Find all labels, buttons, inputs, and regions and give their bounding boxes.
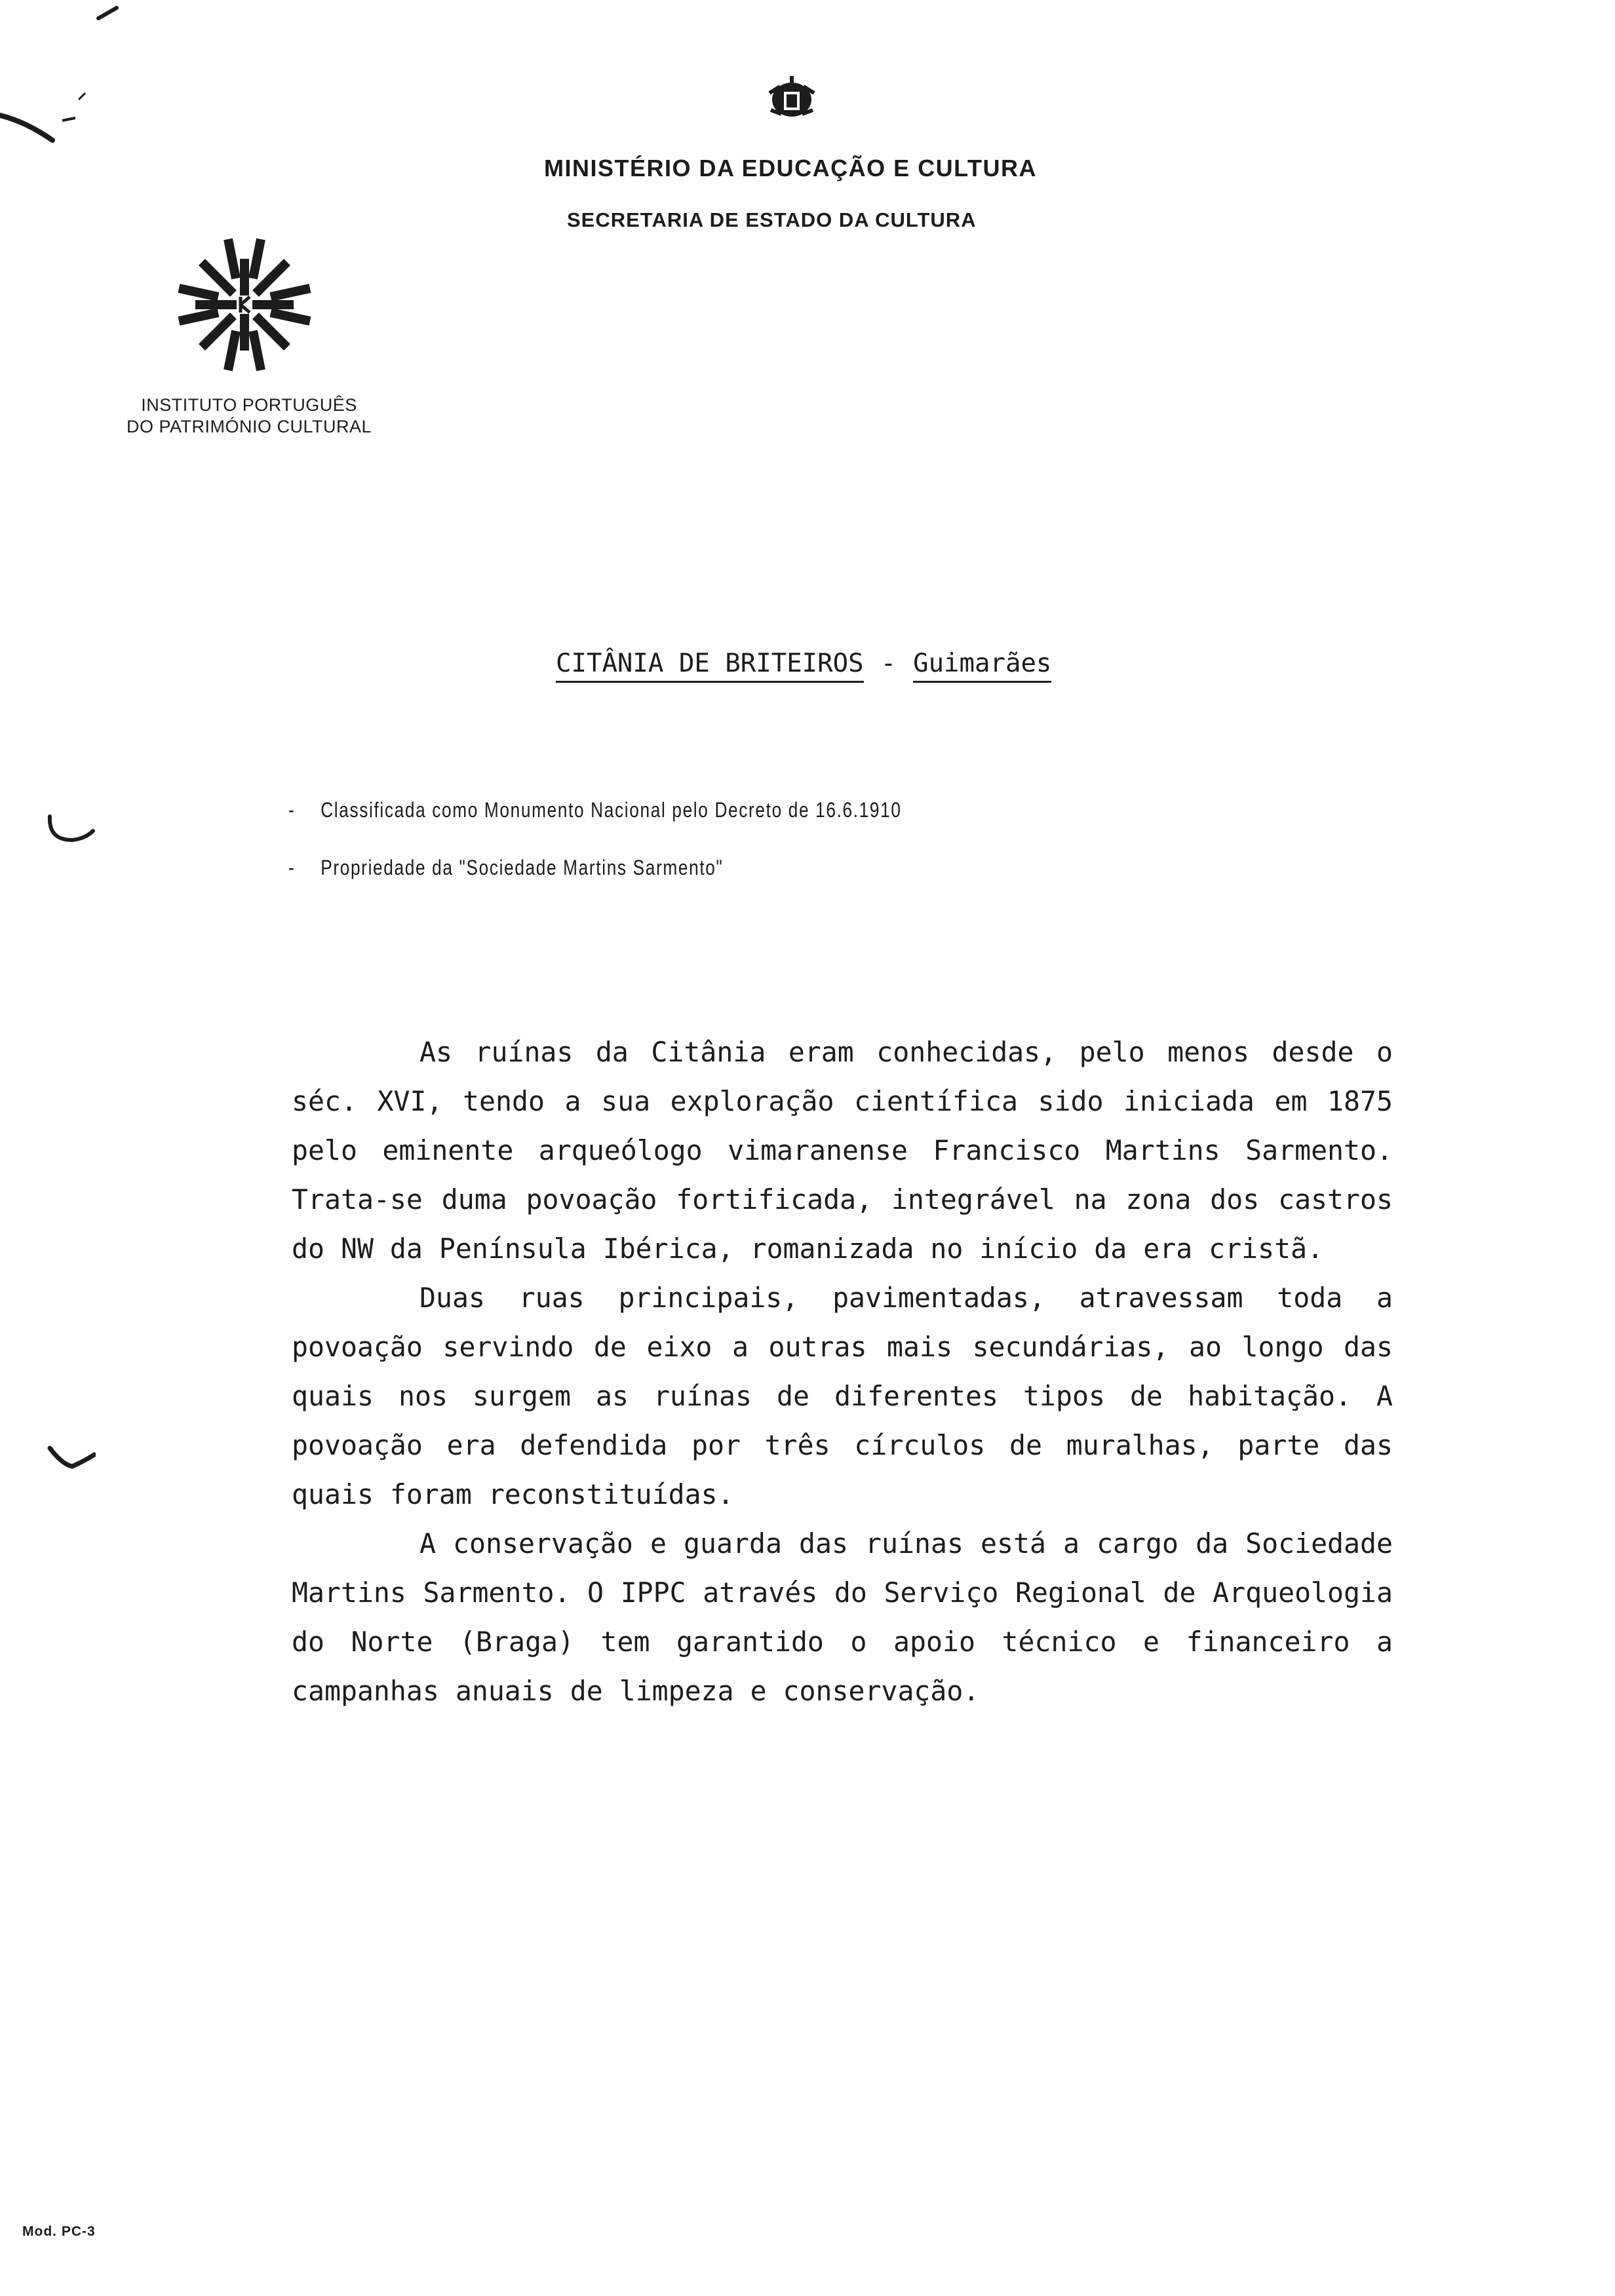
institute-name-line1: INSTITUTO PORTUGUÊS [141,395,357,415]
bullet-dash: - [288,856,296,879]
list-item [288,856,1041,913]
coat-of-arms-icon [760,73,823,126]
document-title [556,649,1051,678]
title-site-name: CITÂNIA DE BRITEIROS [556,649,864,683]
paragraph: Duas ruas principais, pavimentadas, atravessam toda a povoação servindo de eixo a outras mais secundárias, ao longo das quais nos surgem as ruínas de diferentes tipos de habitação. A povoação era defendida por três círculos de muralhas, parte das quais foram reconstituídas. [292,1282,1393,1510]
check-mark-icon [46,1442,96,1472]
list-item-text: Propriedade da "Sociedade Martins Sarmento" [321,856,724,879]
bullet-dash: - [288,798,296,822]
paragraph: As ruínas da Citânia eram conhecidas, pelo menos desde o séc. XVI, tendo a sua exploração científica sido iniciada em 1875 pelo eminente arqueólogo vimaranense Francisco Martins Sarmento. Trata-se duma povoação fortificada, integrável na zona dos castros do NW da Península Ibérica, romanizada no início da era cristã. [292,1036,1393,1265]
check-mark-icon [46,814,96,844]
institute-name [98,394,400,438]
body-text [292,1027,1393,1715]
list-item [288,798,1041,856]
form-code: Mod. PC-3 [22,2224,96,2239]
pen-marks [0,0,131,157]
ministry-heading: MINISTÉRIO DA EDUCAÇÃO E CULTURA [544,155,1037,182]
list-item-text: Classificada como Monumento Nacional pelo Decreto de 16.6.1910 [321,798,902,822]
secretaria-heading: SECRETARIA DE ESTADO DA CULTURA [567,208,977,231]
title-separator: - [880,649,897,678]
institute-name-line2: DO PATRIMÓNIO CULTURAL [126,417,372,436]
ippc-logo-icon [176,233,313,377]
paragraph: A conservação e guarda das ruínas está a cargo da Sociedade Martins Sarmento. O IPPC através do Serviço Regional de Arqueologia do Norte (Braga) tem garantido o apoio técnico e financeiro a campanhas anuais de limpeza e conservação. [292,1527,1393,1707]
title-place: Guimarães [913,649,1051,683]
classification-list [288,798,1206,913]
